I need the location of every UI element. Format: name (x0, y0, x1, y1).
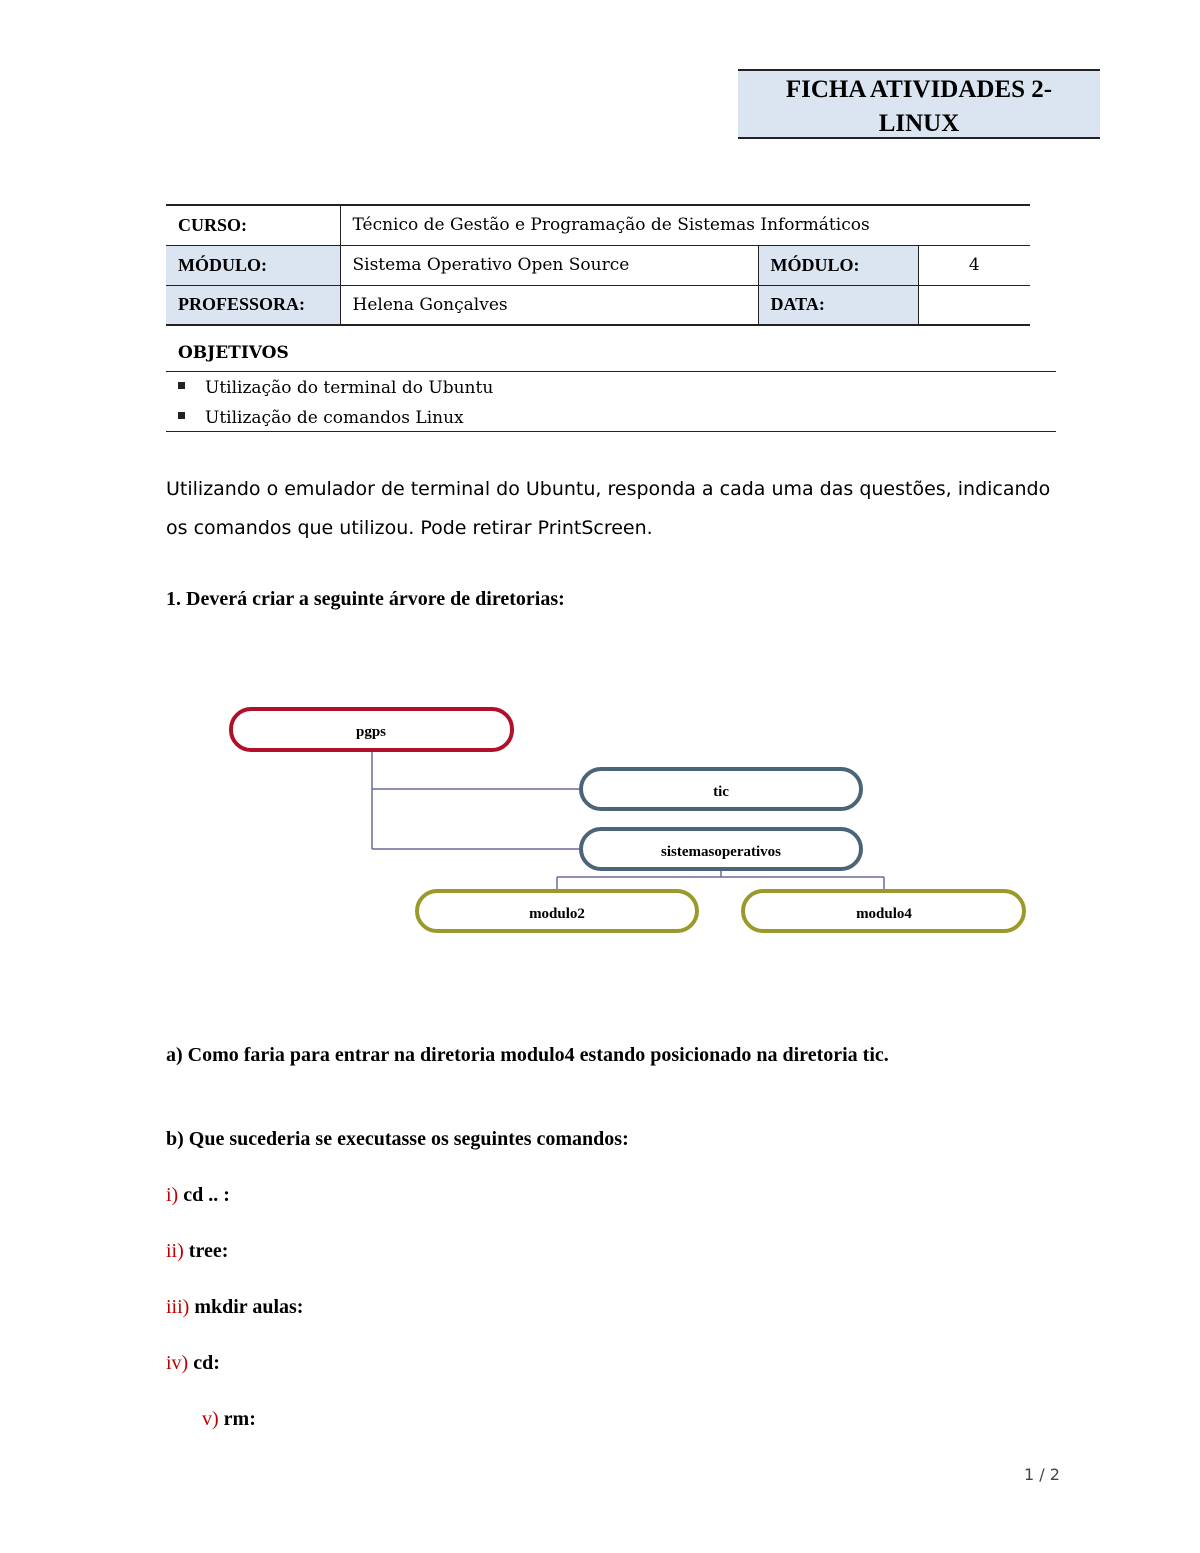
question-b: b) Que sucederia se executasse os seguintes comandos: (166, 1128, 629, 1150)
command-item (166, 1352, 220, 1375)
objetivo-text: Utilização do terminal do Ubuntu (205, 378, 494, 398)
modulo-number: 4 (918, 245, 1030, 285)
command-text: tree: (183, 1240, 229, 1262)
question-a: a) Como faria para entrar na diretoria modulo4 estando posicionado na diretoria tic. (166, 1044, 889, 1066)
curso-value: Técnico de Gestão e Programação de Sistemas Informáticos (340, 205, 1030, 245)
command-text: rm: (218, 1408, 256, 1430)
tree-node-tic-label: tic (713, 784, 729, 800)
modulo-value: Sistema Operativo Open Source (340, 245, 758, 285)
modulo-label-2: MÓDULO: (758, 245, 918, 285)
command-item (166, 1240, 228, 1263)
objetivo-text: Utilização de comandos Linux (205, 408, 464, 428)
tree-node-modulo4 (743, 891, 1024, 931)
command-item (166, 1296, 303, 1319)
command-item (202, 1408, 256, 1431)
intro-paragraph: Utilizando o emulador de terminal do Ubuntu, responda a cada uma das questões, indicando os comandos que utilizou. Pode retirar PrintScreen. (166, 478, 1051, 539)
question-1: 1. Deverá criar a seguinte árvore de diretorias: (166, 588, 565, 610)
command-number: v) (202, 1408, 219, 1430)
command-number: iv) (166, 1352, 189, 1374)
command-number: i) (166, 1184, 179, 1206)
data-label: DATA: (758, 285, 918, 325)
command-number: ii) (166, 1240, 184, 1262)
professora-value: Helena Gonçalves (340, 285, 758, 325)
page-number: 1 / 2 (1024, 1465, 1060, 1484)
command-text: mkdir aulas: (189, 1296, 304, 1318)
modulo-label: MÓDULO: (166, 245, 340, 285)
command-text: cd .. : (178, 1184, 230, 1206)
tree-node-sistemasoperativos (581, 829, 861, 869)
tree-node-tic (581, 769, 861, 809)
tree-node-root-label: pgps (355, 724, 387, 740)
command-item (166, 1184, 230, 1207)
tree-node-root (231, 709, 512, 750)
tree-node-modulo2 (417, 891, 697, 931)
title-line-2: LINUX (878, 110, 960, 137)
command-number: iii) (166, 1296, 190, 1318)
tree-node-modulo2-label: modulo2 (529, 906, 585, 922)
curso-label: CURSO: (166, 205, 340, 245)
objetivos-title: OBJETIVOS (178, 343, 289, 363)
tree-node-sistemasoperativos-label: sistemasoperativos (661, 844, 781, 860)
title-line-1: FICHA ATIVIDADES 2- (785, 76, 1053, 103)
command-text: cd: (188, 1352, 220, 1374)
professora-label: PROFESSORA: (166, 285, 340, 325)
tree-node-modulo4-label: modulo4 (856, 906, 912, 922)
